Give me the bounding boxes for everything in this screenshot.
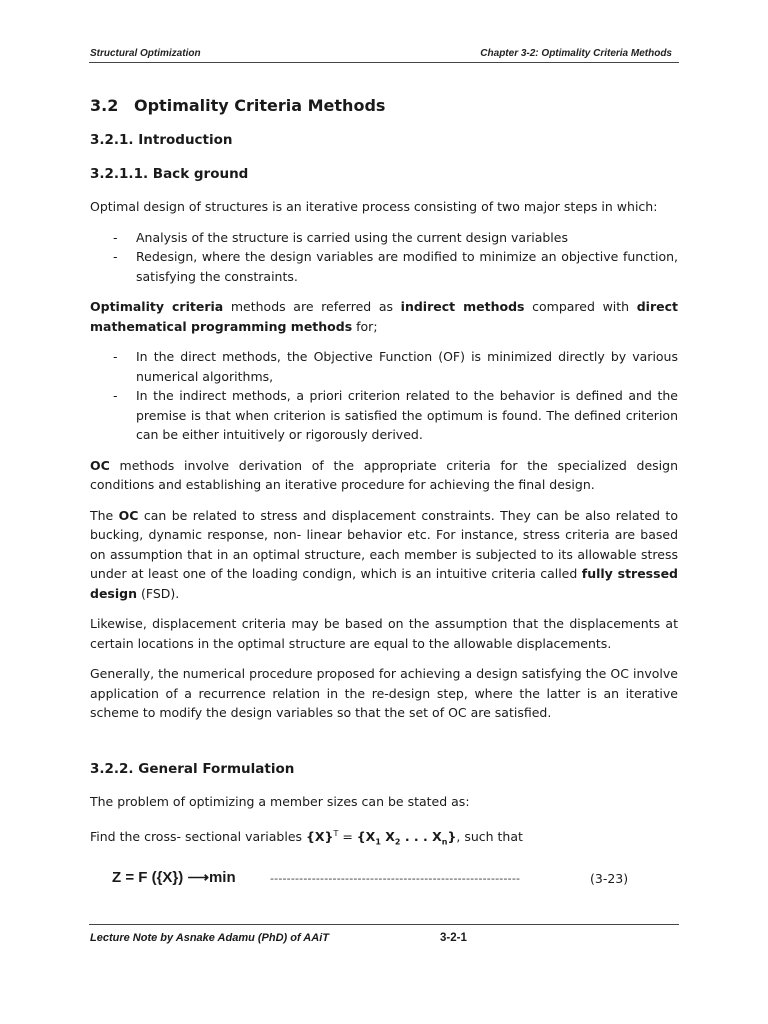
paragraph-displacement: Likewise, displacement criteria may be based on the assumption that the displacements at certain locations in the optimal structure are equal to the allowable displacements.	[90, 616, 678, 651]
math-vector	[356, 829, 457, 847]
text-run: for;	[352, 318, 378, 334]
bold-term: direct mathematical programming methods	[90, 299, 678, 334]
methods-list	[90, 347, 678, 445]
footer-page-number: 3-2-1	[440, 932, 467, 944]
paragraph-problem: The problem of optimizing a member sizes can be stated as:	[90, 793, 470, 809]
paragraph-oc-methods	[90, 456, 678, 495]
paragraph-oc-definition	[90, 297, 678, 336]
section-number: 3.2	[90, 96, 119, 115]
equation-number: (3-23)	[590, 871, 629, 887]
list-item: - In the direct methods, the Objective Function (OF) is minimized directly by various numerical algorithms,	[90, 347, 678, 386]
bold-term: fully stressed design	[90, 566, 678, 601]
equation-leader-dashes: ------------------------------------------------------------	[270, 872, 521, 886]
text-run: X	[380, 829, 395, 845]
text-run: }	[447, 829, 457, 845]
text-run: Z = F ({X})	[112, 869, 188, 887]
page-content	[90, 90, 678, 892]
text-run: can be related to stress and displacement constraints. They can be also related to bucking, dynamic response, non- linear behavior etc. For instance, stress criteria are based on assumption that in an optimal structure, each member is subjected to its allowable stress under at least one of the loading condign, which is an intuitive criteria called	[90, 507, 678, 581]
subsubsection-heading-background: 3.2.1.1. Back ground	[90, 166, 249, 182]
math-vector: {X}	[306, 829, 334, 845]
steps-list	[90, 228, 678, 287]
text-run: (FSD).	[137, 585, 180, 601]
bold-term: OC	[118, 507, 139, 523]
text-run: compared with	[524, 299, 637, 314]
subscript: 2	[394, 837, 401, 847]
text-run: min	[208, 869, 236, 887]
text-run: The	[90, 507, 119, 523]
text-run: methods are referred as	[223, 299, 401, 314]
text-run: =	[338, 829, 357, 845]
header-left: Structural Optimization	[90, 48, 201, 59]
text-run: Find the cross- sectional variables	[90, 829, 307, 845]
bold-term: indirect methods	[400, 299, 525, 314]
list-item: - Analysis of the structure is carried using the current design variables	[90, 228, 678, 248]
subscript: 1	[375, 837, 381, 847]
bold-term: Optimality criteria	[90, 299, 224, 314]
footer-author: Lecture Note by Asnake Adamu (PhD) of AAiT	[90, 932, 329, 944]
header-right: Chapter 3-2: Optimality Criteria Methods	[480, 48, 672, 59]
text-run: . . . X	[400, 829, 442, 845]
paragraph-oc-constraints	[90, 506, 678, 604]
text-run: {X	[356, 829, 376, 845]
section-title: Optimality Criteria Methods	[134, 96, 386, 115]
list-item: - In the indirect methods, a priori criterion related to the behavior is defined and the premise is that when criterion is satisfied the optimum is found. The defined criterion can be either intuitively or rigorously derived.	[90, 386, 678, 445]
paragraph-find	[90, 824, 678, 852]
footer-rule	[89, 924, 679, 925]
superscript: T	[333, 829, 339, 838]
subscript: n	[441, 837, 448, 847]
text-run: methods involve derivation of the appropriate criteria for the specialized design conditions and establishing an iterative procedure for achieving the final design.	[90, 457, 678, 492]
section-heading	[90, 93, 678, 119]
equation-expression	[112, 868, 236, 886]
bold-term: OC	[90, 457, 110, 473]
subsection-heading-formulation: 3.2.2. General Formulation	[90, 760, 295, 777]
equation-3-23	[90, 868, 678, 892]
subsection-heading-intro: 3.2.1. Introduction	[90, 132, 233, 148]
arrow-icon: ⟶	[187, 869, 209, 887]
header-rule	[89, 62, 679, 63]
paragraph-procedure: Generally, the numerical procedure proposed for achieving a design satisfying the OC involve application of a recurrence relation in the re-design step, where the latter is an iterative scheme to modify the design variables so that the set of OC are satisfied.	[90, 666, 678, 720]
list-item: - Redesign, where the design variables are modified to minimize an objective function, satisfying the constraints.	[90, 247, 678, 286]
paragraph-intro: Optimal design of structures is an iterative process consisting of two major steps in which:	[90, 199, 658, 214]
text-run: , such that	[456, 829, 523, 845]
